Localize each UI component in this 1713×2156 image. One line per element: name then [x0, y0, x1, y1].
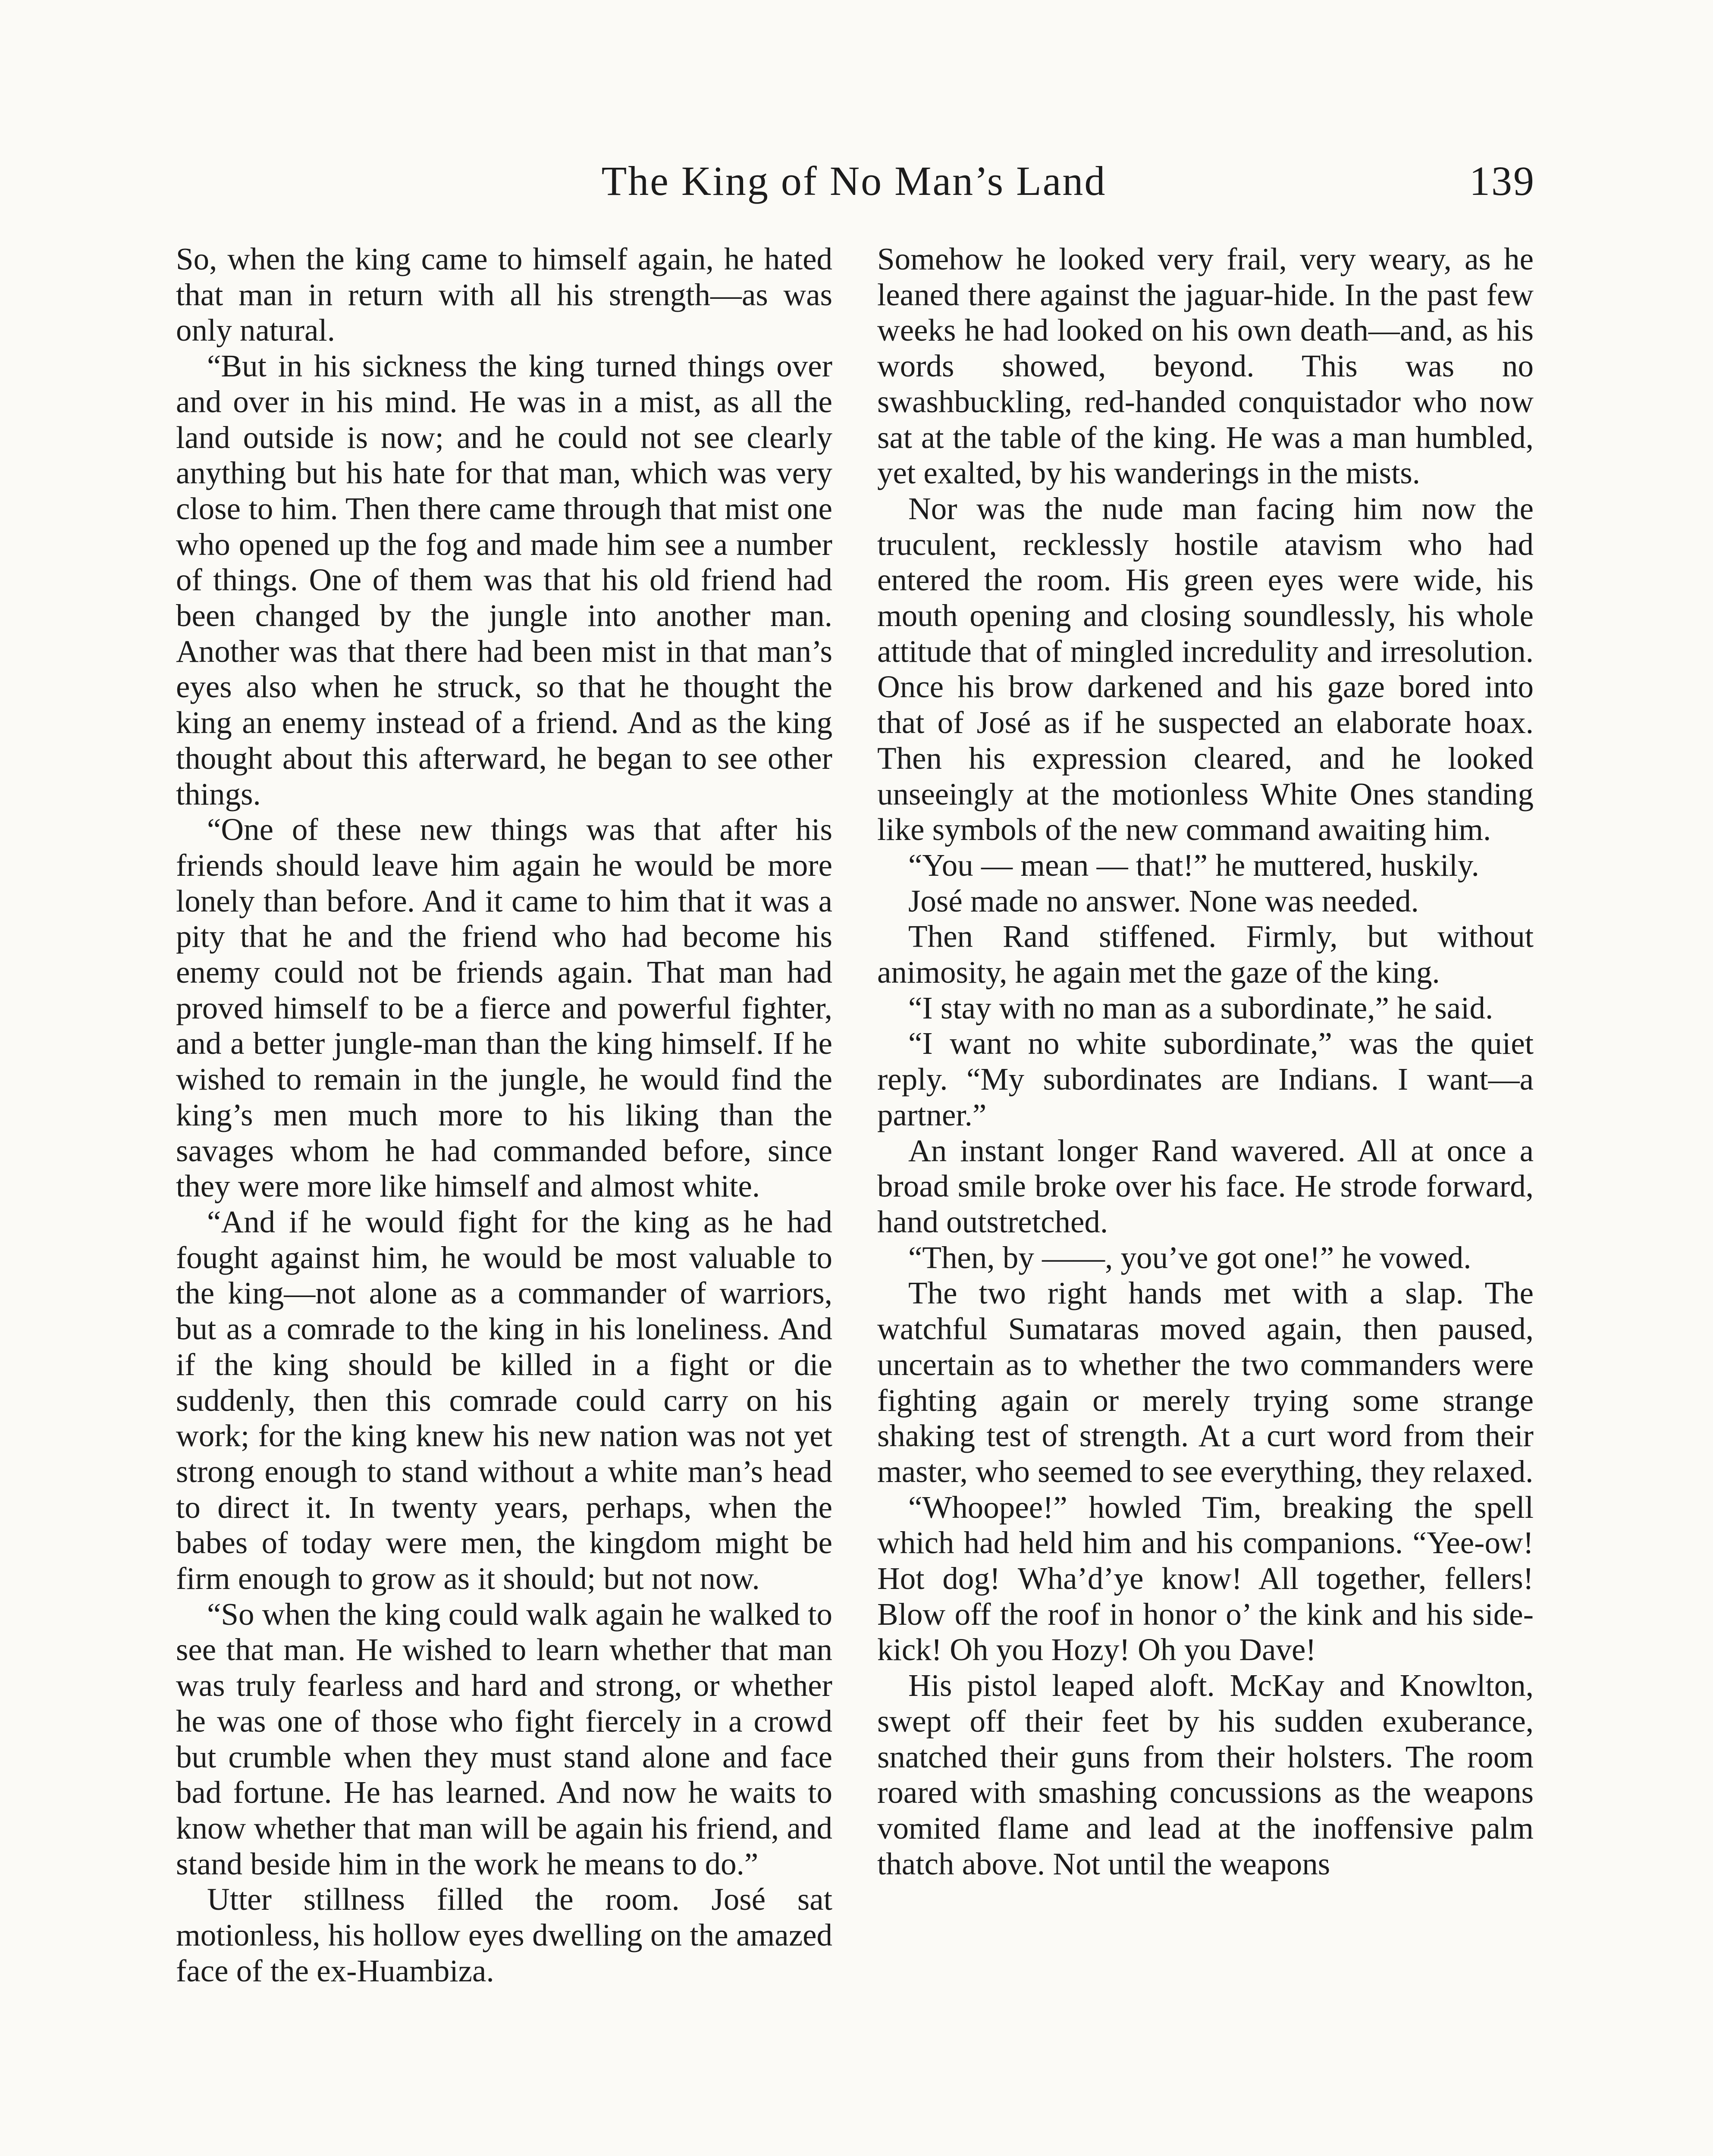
- paragraph: His pistol leaped aloft. McKay and Knowlton, swept off their feet by his sudden exuberance, snatched their guns from their holsters. The room roared with smashing concussions as the weapons vomited flame and lead at the inoffensive palm thatch above. Not until the weapons: [877, 1668, 1534, 1881]
- page-header: [173, 151, 1535, 211]
- paragraph: “I want no white subordinate,” was the quiet reply. “My subordinates are Indians. I want—a partner.”: [877, 1026, 1534, 1132]
- paragraph: “Whoopee!” howled Tim, breaking the spell which had held him and his companions. “Yee-ow! Hot dog! Wha’d’ye know! All together, fellers! Blow off the roof in honor o’ the kink and his side-kick! Oh you Hozy! Oh you Dave!: [877, 1489, 1534, 1667]
- paragraph: “But in his sickness the king turned things over and over in his mind. He was in a mist, as all the land outside is now; and he could not see clearly anything but his hate for that man, which was very close to him. Then there came through that mist one who opened up the fog and made him see a number of things. One of them was that his old friend had been changed by the jungle into another man. Another was that there had been mist in that man’s eyes also when he struck, so that he thought the king an enemy instead of a friend. And as the king thought about this afterward, he began to see other things.: [176, 348, 832, 812]
- paragraph: “So when the king could walk again he walked to see that man. He wished to learn whether that man was truly fearless and hard and strong, or whether he was one of those who fight fiercely in a crowd but crumble when they must stand alone and face bad fortune. He has learned. And now he waits to know whether that man will be again his friend, and stand beside him in the work he means to do.”: [176, 1596, 832, 1881]
- paragraph: “Then, by ——, you’ve got one!” he vowed.: [908, 1240, 1471, 1275]
- paragraph: So, when the king came to himself again, he hated that man in return with all his strength—as was only natural.: [176, 241, 832, 348]
- running-title: The King of No Man’s Land: [601, 158, 1107, 204]
- paragraph: “One of these new things was that after his friends should leave him again he would be more lonely than before. And it came to him that it was a pity that he and the friend who had become his enemy could not be friends again. That man had proved himself to be a fierce and powerful fighter, and a better jungle-man than the king himself. If he wished to remain in the jungle, he would find the king’s men much more to his liking than the savages whom he had commanded before, since they were more like himself and almost white.: [176, 812, 832, 1204]
- paragraph: “I stay with no man as a subordinate,” he said.: [908, 990, 1493, 1025]
- paragraph: Then Rand stiffened. Firmly, but without animosity, he again met the gaze of the king.: [877, 919, 1534, 990]
- paragraph: “You — mean — that!” he muttered, huskily.: [908, 847, 1479, 883]
- page-number: 139: [1469, 158, 1535, 204]
- paragraph: Somehow he looked very frail, very weary, as he leaned there against the jaguar-hide. In the past few weeks he had looked on his own death—and, as his words showed, beyond. This was no swashbuckling, red-handed conquistador who now sat at the table of the king. He was a man humbled, yet exalted, by his wanderings in the mists.: [877, 241, 1534, 491]
- paragraph: Utter stillness filled the room. José sat motionless, his hollow eyes dwelling on the amazed face of the ex-Huambiza.: [176, 1882, 832, 1988]
- paragraph: The two right hands met with a slap. The watchful Sumataras moved again, then paused, uncertain as to whether the two commanders were fighting again or merely trying some strange shaking test of strength. At a curt word from their master, who seemed to see everything, they relaxed.: [877, 1275, 1534, 1489]
- paragraph: An instant longer Rand wavered. All at once a broad smile broke over his face. He strode forward, hand outstretched.: [877, 1133, 1534, 1239]
- paragraph: Nor was the nude man facing him now the truculent, recklessly hostile atavism who had entered the room. His green eyes were wide, his mouth opening and closing soundlessly, his whole attitude that of mingled incredulity and irresolution. Once his brow darkened and his gaze bored into that of José as if he suspected an elaborate hoax. Then his expression cleared, and he looked unseeingly at the motionless White Ones standing like symbols of the new command awaiting him.: [877, 491, 1534, 847]
- paragraph: “And if he would fight for the king as he had fought against him, he would be most valuable to the king—not alone as a commander of warriors, but as a comrade to the king in his loneliness. And if the king should be killed in a fight or die suddenly, then this comrade could carry on his work; for the king knew his new nation was not yet strong enough to stand without a white man’s head to direct it. In twenty years, perhaps, when the babes of today were men, the kingdom might be firm enough to grow as it should; but not now.: [176, 1204, 832, 1596]
- left-column: [176, 241, 832, 2156]
- paragraph: José made no answer. None was needed.: [908, 883, 1419, 918]
- right-column: [877, 241, 1534, 2156]
